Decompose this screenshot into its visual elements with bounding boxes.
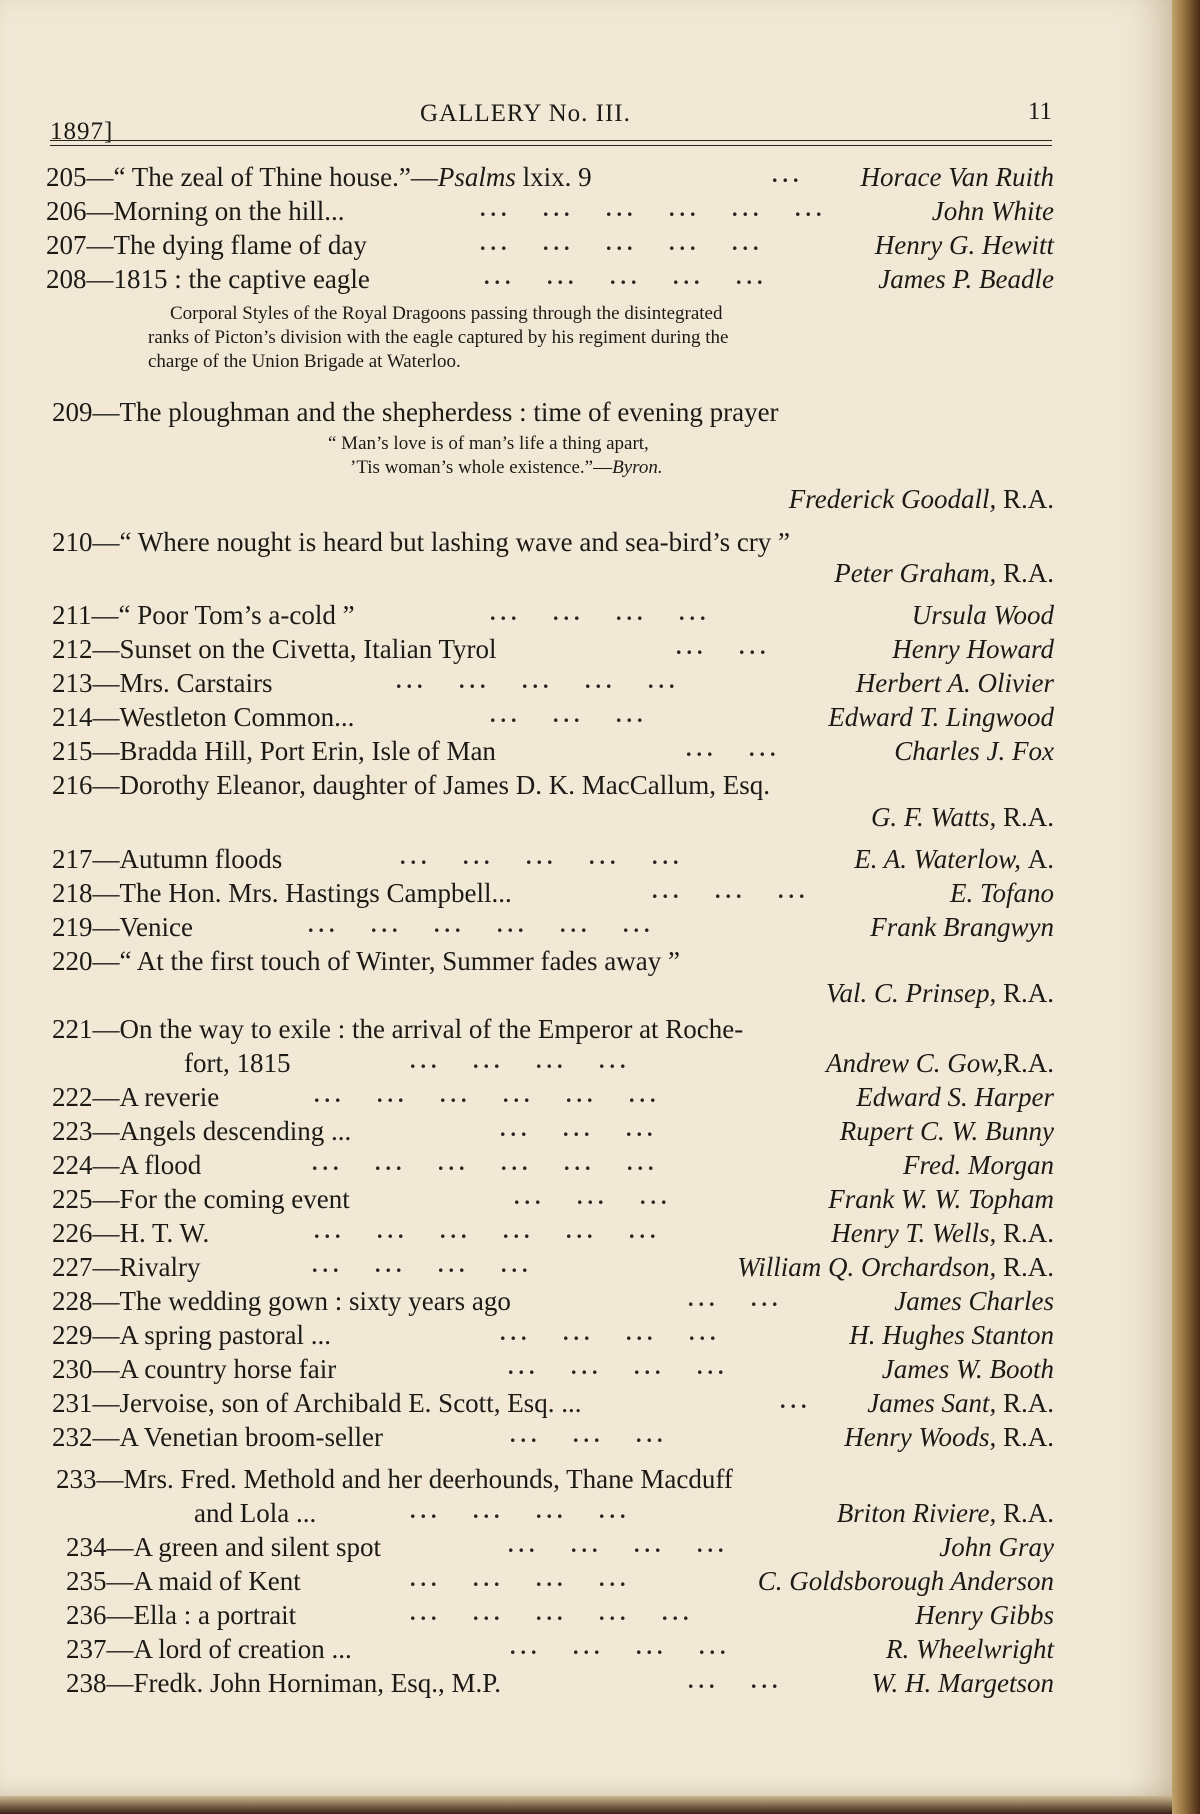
- entry-artist: C. Goldsborough Anderson: [757, 1566, 1054, 1596]
- entry-artist: Henry Howard: [892, 634, 1054, 664]
- entry-225: [0, 1182, 1172, 1216]
- artist-name: E. A. Waterlow,: [854, 844, 1021, 874]
- entry-artist: Horace Van Ruith: [860, 162, 1054, 192]
- artist-suffix: R.A.: [1002, 1422, 1054, 1452]
- entry-221-continuation: [0, 1046, 1172, 1080]
- entry-label: 226—H. T. W.: [52, 1218, 210, 1248]
- entry-artist: Frank W. W. Topham: [828, 1184, 1054, 1214]
- leader-dots: ... ...: [686, 736, 781, 761]
- entry-207: [0, 228, 1172, 262]
- artist-suffix: A.: [1027, 844, 1054, 874]
- entry-206: [0, 194, 1172, 228]
- entry-label: 235—A maid of Kent: [66, 1566, 301, 1596]
- entry-224: [0, 1148, 1172, 1182]
- entry-label: 222—A reverie: [52, 1082, 220, 1112]
- entry-226: [0, 1216, 1172, 1250]
- entry-222: [0, 1080, 1172, 1114]
- entry-continuation: and Lola ...: [194, 1498, 317, 1528]
- leader-dots: ... ... ... ... ...: [410, 1600, 694, 1625]
- entry-artist: Frank Brangwyn: [870, 912, 1054, 942]
- entry-artist: E. Tofano: [949, 878, 1054, 908]
- entry-artist: Henry G. Hewitt: [874, 230, 1054, 260]
- page-edge: [0, 1796, 1172, 1814]
- book-spine: [1172, 0, 1200, 1814]
- artist-suffix: R.A.: [1002, 1218, 1054, 1248]
- artist-suffix: R.A.: [1002, 1388, 1054, 1418]
- entry-continuation: fort, 1815: [184, 1048, 291, 1078]
- entry-label: 233—Mrs. Fred. Methold and her deerhounds, Thane Macduff: [56, 1464, 733, 1494]
- entry-artist: John Gray: [939, 1532, 1054, 1562]
- leader-dots: ... ...: [688, 1668, 783, 1693]
- artist-name: Henry T. Wells,: [831, 1218, 997, 1248]
- entry-label: 217—Autumn floods: [52, 844, 283, 874]
- entry-artist: H. Hughes Stanton: [849, 1320, 1054, 1350]
- leader-dots: ... ... ... ... ...: [396, 668, 680, 693]
- entry-quote-line: [350, 456, 663, 480]
- entry-217: [0, 842, 1172, 876]
- entry-232: [0, 1420, 1172, 1454]
- entry-238: [0, 1666, 1172, 1700]
- entry-214: [0, 700, 1172, 734]
- leader-dots: ... ... ... ...: [508, 1354, 729, 1379]
- entry-label: 219—Venice: [52, 912, 193, 942]
- leader-dots: ... ... ... ...: [510, 1634, 731, 1659]
- leader-dots: ... ...: [676, 634, 771, 659]
- artist-name: G. F. Watts,: [870, 802, 997, 832]
- leader-dots: ... ... ...: [514, 1184, 672, 1209]
- artist-name: Henry Woods,: [844, 1422, 997, 1452]
- leader-dots: ... ... ... ...: [410, 1566, 631, 1591]
- entry-231: [0, 1386, 1172, 1420]
- leader-dots: ... ... ... ...: [312, 1252, 533, 1277]
- leader-dots: ... ... ... ... ...: [400, 844, 684, 869]
- entry-label: 213—Mrs. Carstairs: [52, 668, 273, 698]
- entry-220: [0, 944, 1172, 978]
- entry-artist: [826, 1046, 1054, 1080]
- entry-216: [0, 768, 1172, 802]
- entry-227: [0, 1250, 1172, 1284]
- leader-dots: ... ... ... ... ... ...: [480, 196, 827, 221]
- entry-artist: [871, 800, 1054, 834]
- quote-text: ’Tis woman’s whole existence.”—: [350, 457, 613, 478]
- entry-artist: [834, 556, 1054, 590]
- entry-233: [0, 1462, 1172, 1496]
- entry-artist: [789, 482, 1054, 516]
- artist-name: Peter Graham,: [834, 558, 997, 588]
- header-rule-thin: [50, 145, 1052, 146]
- entry-label: 216—Dorothy Eleanor, daughter of James D. K. MacCallum, Esq.: [52, 770, 771, 800]
- entry-artist: W. H. Margetson: [871, 1668, 1054, 1698]
- entry-218: [0, 876, 1172, 910]
- entry-label: 230—A country horse fair: [52, 1354, 337, 1384]
- entry-229: [0, 1318, 1172, 1352]
- leader-dots: ... ... ...: [652, 878, 810, 903]
- entry-label: 211—“ Poor Tom’s a-cold ”: [52, 600, 355, 630]
- entry-artist: R. Wheelwright: [886, 1634, 1054, 1664]
- entry-artist: Herbert A. Olivier: [855, 668, 1054, 698]
- header-rule: [50, 140, 1052, 141]
- entry-note-line: ranks of Picton’s division with the eagle captured by his regiment during the: [148, 327, 729, 348]
- artist-suffix: R.A.: [1002, 1048, 1054, 1078]
- entry-label: 224—A flood: [52, 1150, 202, 1180]
- entry-221: [0, 1012, 1172, 1046]
- entry-236: [0, 1598, 1172, 1632]
- entry-label: 229—A spring pastoral ...: [52, 1320, 331, 1350]
- entry-208: [0, 262, 1172, 296]
- entry-label: 218—The Hon. Mrs. Hastings Campbell...: [52, 878, 512, 908]
- entry-artist: [867, 1386, 1054, 1420]
- artist-suffix: R.A.: [1002, 1498, 1054, 1528]
- entry-label: 215—Bradda Hill, Port Erin, Isle of Man: [52, 736, 496, 766]
- entry-219: [0, 910, 1172, 944]
- artist-suffix: R.A.: [1002, 802, 1054, 832]
- entry-205: [0, 160, 1172, 194]
- leader-dots: ... ... ... ...: [508, 1532, 729, 1557]
- entry-quote-line: “ Man’s love is of man’s life a thing apart,: [328, 433, 649, 454]
- entry-artist: [837, 1496, 1054, 1530]
- leader-dots: ... ... ... ...: [490, 600, 711, 625]
- entry-label: 207—The dying flame of day: [46, 230, 367, 260]
- entry-artist: James W. Booth: [881, 1354, 1054, 1384]
- entry-label: 205—“ The zeal of Thine house.”—Psalms lxix. 9: [46, 162, 592, 192]
- entry-label: 234—A green and silent spot: [66, 1532, 381, 1562]
- entry-label: 214—Westleton Common...: [52, 702, 355, 732]
- entry-label: 223—Angels descending ...: [52, 1116, 352, 1146]
- artist-suffix: R.A.: [1002, 978, 1054, 1008]
- entry-artist: Rupert C. W. Bunny: [839, 1116, 1054, 1146]
- entry-artist: John White: [931, 196, 1054, 226]
- leader-dots: ... ... ... ... ... ...: [314, 1218, 661, 1243]
- artist-suffix: R.A.: [1002, 1252, 1054, 1282]
- entry-212: [0, 632, 1172, 666]
- entry-artist: [737, 1250, 1054, 1284]
- page-number: 11: [1027, 98, 1052, 125]
- entry-label: 221—On the way to exile : the arrival of the Emperor at Roche-: [52, 1014, 744, 1044]
- leader-dots: ... ... ... ... ...: [484, 264, 768, 289]
- artist-name: Frederick Goodall,: [788, 484, 997, 514]
- entry-label: 220—“ At the first touch of Winter, Summer fades away ”: [52, 946, 680, 976]
- leader-dots: ... ... ... ...: [500, 1320, 721, 1345]
- entry-209: [0, 395, 1172, 429]
- entry-label: 210—“ Where nought is heard but lashing wave and sea-bird’s cry ”: [52, 527, 791, 557]
- page-header: [50, 96, 1052, 145]
- leader-dots: ...: [772, 162, 804, 187]
- entry-artist: Ursula Wood: [911, 600, 1054, 630]
- entry-label: 237—A lord of creation ...: [66, 1634, 352, 1664]
- leader-dots: ... ... ... ... ... ...: [314, 1082, 661, 1107]
- entry-210: [0, 525, 1172, 559]
- entry-artist: [831, 1216, 1054, 1250]
- entry-note-line: charge of the Union Brigade at Waterloo.: [148, 351, 461, 372]
- leader-dots: ... ... ... ...: [410, 1498, 631, 1523]
- entry-note-line: Corporal Styles of the Royal Dragoons passing through the disintegrated: [170, 303, 723, 324]
- header-year: 1897]: [50, 118, 114, 145]
- leader-dots: ... ... ... ... ... ...: [308, 912, 655, 937]
- entry-213: [0, 666, 1172, 700]
- leader-dots: ... ...: [688, 1286, 783, 1311]
- entry-artist: James P. Beadle: [878, 264, 1054, 294]
- entry-211: [0, 598, 1172, 632]
- artist-suffix: R.A.: [1002, 558, 1054, 588]
- artist-name: Andrew C. Gow,: [825, 1048, 1003, 1078]
- artist-suffix: R.A.: [1002, 484, 1054, 514]
- artist-name: Briton Riviere,: [836, 1498, 997, 1528]
- leader-dots: ... ... ... ...: [410, 1048, 631, 1073]
- leader-dots: ... ... ...: [500, 1116, 658, 1141]
- entry-230: [0, 1352, 1172, 1386]
- entry-label: 232—A Venetian broom-seller: [52, 1422, 383, 1452]
- entry-label: 208—1815 : the captive eagle: [46, 264, 370, 294]
- entry-223: [0, 1114, 1172, 1148]
- leader-dots: ...: [780, 1388, 812, 1413]
- leader-dots: ... ... ...: [510, 1422, 668, 1447]
- quote-source: Byron.: [612, 457, 663, 478]
- entry-label: 209—The ploughman and the shepherdess : time of evening prayer: [52, 397, 779, 427]
- entry-label: 231—Jervoise, son of Archibald E. Scott, Esq. ...: [52, 1388, 582, 1418]
- artist-name: Val. C. Prinsep,: [825, 978, 997, 1008]
- entry-label: 227—Rivalry: [52, 1252, 201, 1282]
- entry-215: [0, 734, 1172, 768]
- entry-artist: Henry Gibbs: [915, 1600, 1054, 1630]
- entry-233-continuation: [0, 1496, 1172, 1530]
- entry-artist: [844, 1420, 1054, 1454]
- entry-label: 228—The wedding gown : sixty years ago: [52, 1286, 511, 1316]
- artist-name: William Q. Orchardson,: [737, 1252, 997, 1282]
- entry-label: 236—Ella : a portrait: [66, 1600, 297, 1630]
- leader-dots: ... ... ...: [490, 702, 648, 727]
- leader-dots: ... ... ... ... ... ...: [312, 1150, 659, 1175]
- entry-artist: [826, 976, 1054, 1010]
- entry-artist: James Charles: [894, 1286, 1054, 1316]
- entry-label: 238—Fredk. John Horniman, Esq., M.P.: [66, 1668, 502, 1698]
- entry-237: [0, 1632, 1172, 1666]
- entry-artist: Charles J. Fox: [894, 736, 1054, 766]
- leader-dots: ... ... ... ... ...: [480, 230, 764, 255]
- entry-artist: Edward T. Lingwood: [828, 702, 1054, 732]
- entry-label: 212—Sunset on the Civetta, Italian Tyrol: [52, 634, 497, 664]
- entry-label: 225—For the coming event: [52, 1184, 350, 1214]
- entry-235: [0, 1564, 1172, 1598]
- artist-name: James Sant,: [867, 1388, 997, 1418]
- entry-artist: [854, 842, 1054, 876]
- header-title: GALLERY No. III.: [420, 100, 631, 127]
- entry-artist: Fred. Morgan: [903, 1150, 1054, 1180]
- entry-228: [0, 1284, 1172, 1318]
- entry-artist: Edward S. Harper: [856, 1082, 1054, 1112]
- entry-label: 206—Morning on the hill...: [46, 196, 345, 226]
- entry-234: [0, 1530, 1172, 1564]
